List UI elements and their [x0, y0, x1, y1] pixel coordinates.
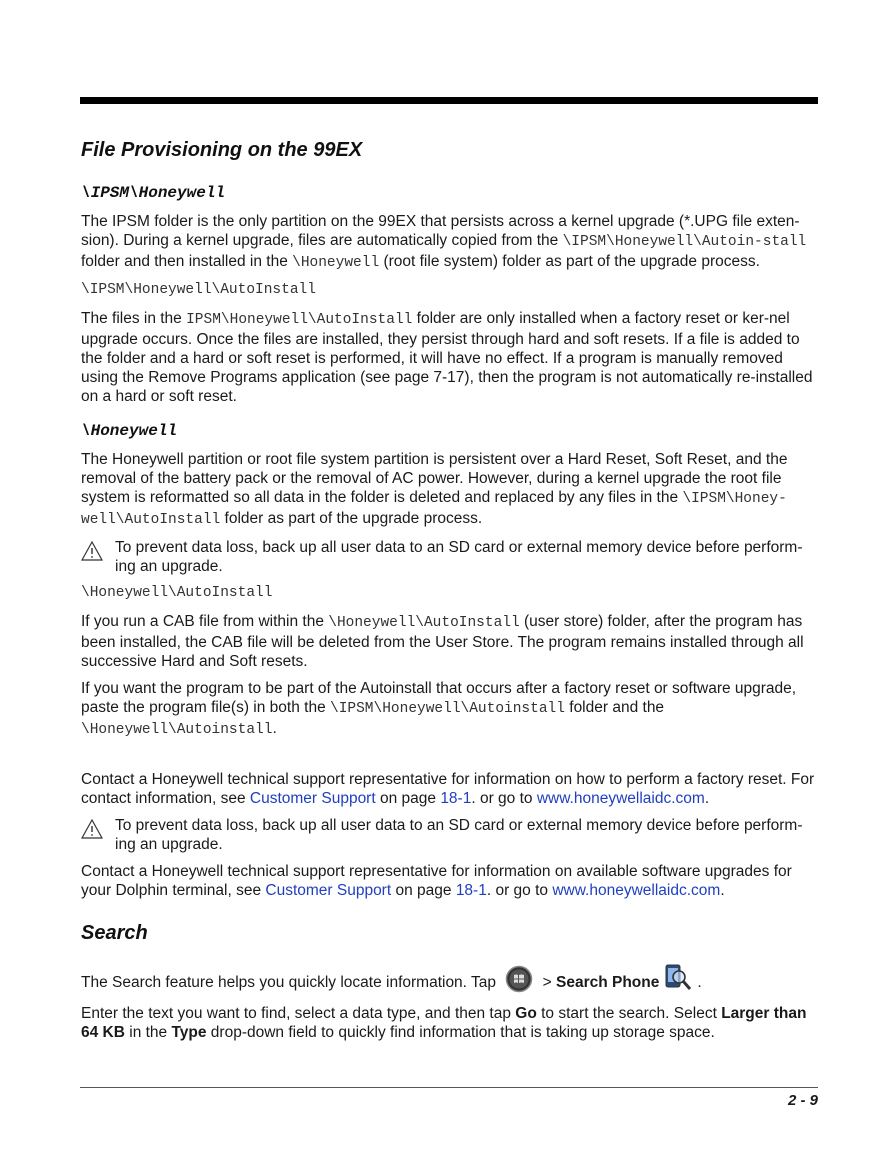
- ipsm-autoinstall-heading: \IPSM\Honeywell\AutoInstall: [81, 282, 316, 298]
- page-content: [81, 139, 817, 1050]
- text: The Search feature helps you quickly locate information. Tap: [81, 974, 501, 991]
- text: (root file system) folder as part of the upgrade process.: [379, 253, 760, 270]
- text: The IPSM folder is the only partition on the 99EX that persists across a kernel upgrade (*.UPG file exten-sion). During a kernel upgrade, files are automatically copied from the: [81, 213, 800, 249]
- text: to start the search. Select: [536, 1005, 722, 1022]
- text: . or go to: [471, 790, 537, 807]
- search-heading: Search: [81, 922, 148, 944]
- honeywell-autoinstall-heading: \Honeywell\AutoInstall: [81, 585, 273, 601]
- warning-triangle-icon: [81, 541, 103, 561]
- honeywell-paragraph: [81, 450, 817, 530]
- page-title: File Provisioning on the 99EX: [81, 139, 363, 161]
- text: Contact a Honeywell technical support representative for information on how to perform a factory reset. For contact information, see: [81, 771, 815, 807]
- text: folder and the: [564, 699, 665, 716]
- ipsm-heading: \IPSM\Honeywell: [81, 184, 226, 202]
- text: Contact a Honeywell technical support representative for information on available software upgrades for your Dolphin terminal, see: [81, 863, 792, 899]
- text: folder as part of the upgrade process.: [220, 510, 483, 527]
- website-link[interactable]: www.honeywellaidc.com: [552, 882, 721, 899]
- page-reference-link[interactable]: 18-1: [440, 790, 472, 807]
- text: The Honeywell partition or root file system partition is persistent over a Hard Reset, Soft Reset, and the removal of the battery pack or the removal of AC power. However, during a kernel upgrade the root file system is reformatted so all data in the folder is deleted and replaced by any files in the: [81, 451, 788, 506]
- warning-note: [81, 816, 817, 854]
- go-label: Go: [515, 1005, 537, 1022]
- autoinstall-paragraph: [81, 679, 817, 740]
- customer-support-link[interactable]: Customer Support: [249, 790, 376, 807]
- text: in the: [124, 1024, 172, 1041]
- code-path: IPSM\Honeywell\AutoInstall: [186, 312, 413, 328]
- page-reference-link[interactable]: 18-1: [455, 882, 487, 899]
- warning-text: To prevent data loss, back up all user data to an SD card or external memory device before perform-ing an upgrade.: [115, 539, 803, 575]
- larger-than-label: Larger than 64 KB: [81, 1005, 807, 1041]
- text: >: [538, 974, 556, 991]
- search-phone-label: Search Phone: [555, 974, 660, 991]
- ipsm-autoinstall-paragraph: [81, 309, 817, 406]
- code-path: \IPSM\Honey-well\AutoInstall: [81, 491, 787, 528]
- warning-text: To prevent data loss, back up all user data to an SD card or external memory device before perform-ing an upgrade.: [115, 817, 803, 853]
- bottom-rule: [80, 1087, 818, 1088]
- search-paragraph: [81, 963, 817, 996]
- page-number: 2 - 9: [787, 1092, 818, 1109]
- ipsm-paragraph: [81, 212, 817, 273]
- top-rule: [80, 97, 818, 104]
- code-path: \Honeywell: [292, 255, 380, 271]
- text: The files in the: [81, 310, 187, 327]
- text: .: [697, 974, 702, 991]
- search-phone-icon: [663, 963, 693, 993]
- text: If you want the program to be part of the Autoinstall that occurs after a factory reset or software upgrade, paste the program file(s) in both the: [81, 680, 797, 716]
- honeywell-heading: \Honeywell: [81, 422, 178, 440]
- upgrade-paragraph: [81, 862, 817, 900]
- code-path: \IPSM\Honeywell\Autoin-stall: [562, 234, 807, 250]
- search-instructions-paragraph: [81, 1004, 817, 1042]
- support-paragraph: [81, 770, 817, 808]
- code-path: \IPSM\Honeywell\Autoinstall: [330, 701, 565, 717]
- text: .: [720, 882, 725, 899]
- text: folder are only installed when a factory reset or ker-nel upgrade occurs. Once the files are installed, they persist through hard and soft resets. If a file is added to the folder and a hard or soft reset is performed, it will have no effect. If a program is manually removed using the Remove Programs application (see page 7-17), then the program is not automatically re-installed on a hard or soft reset.: [81, 310, 813, 405]
- text: on page: [391, 882, 456, 899]
- customer-support-link[interactable]: Customer Support: [265, 882, 392, 899]
- cab-paragraph: [81, 612, 817, 671]
- text: folder and then installed in the: [81, 253, 293, 270]
- warning-note: [81, 538, 817, 576]
- code-path: \Honeywell\AutoInstall: [328, 615, 520, 631]
- code-path: \Honeywell\Autoinstall: [81, 722, 273, 738]
- windows-start-icon: [504, 965, 534, 993]
- text: drop-down field to quickly find information that is taking up storage space.: [206, 1024, 715, 1041]
- text: . or go to: [486, 882, 553, 899]
- text: on page: [375, 790, 441, 807]
- text: .: [704, 790, 710, 807]
- website-link[interactable]: www.honeywellaidc.com: [536, 790, 705, 807]
- text: Enter the text you want to find, select a data type, and then tap: [81, 1005, 516, 1022]
- type-label: Type: [171, 1024, 207, 1041]
- warning-triangle-icon: [81, 819, 103, 839]
- text: If you run a CAB file from within the: [81, 613, 329, 630]
- text: .: [272, 720, 277, 737]
- text: (user store) folder, after the program has been installed, the CAB file will be deleted from the User Store. The program remains installed through all successive Hard and Soft resets.: [81, 613, 804, 670]
